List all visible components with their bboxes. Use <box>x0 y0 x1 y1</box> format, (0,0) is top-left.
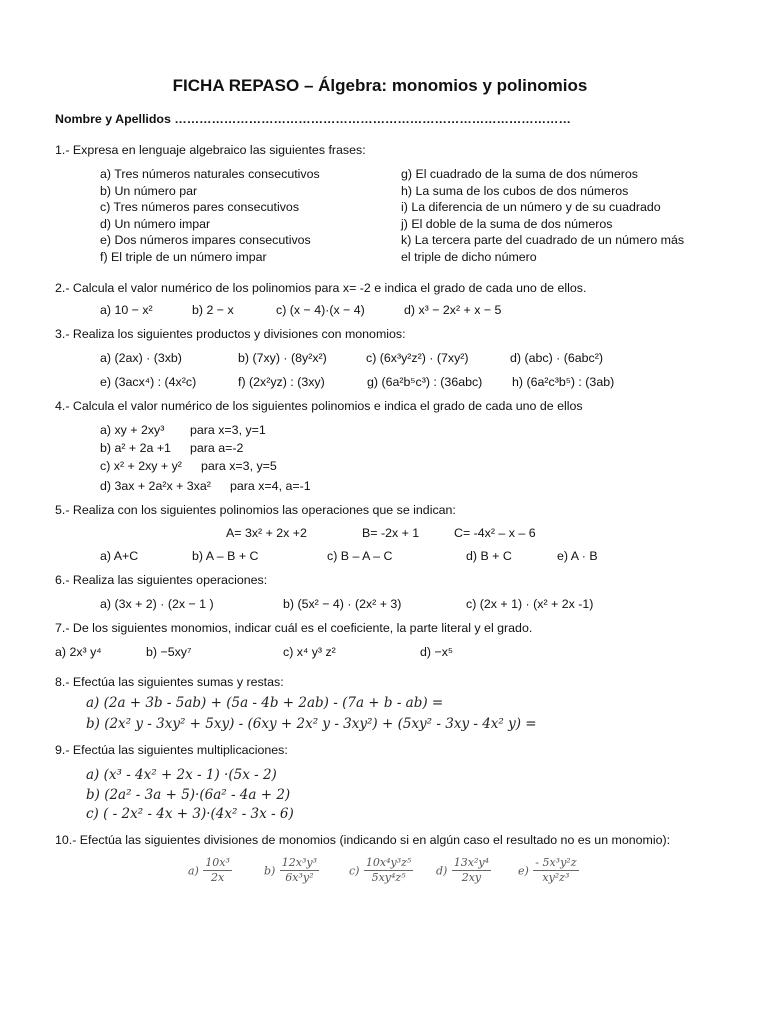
q1-item: b) Un número par <box>100 183 198 198</box>
q10-heading: 10.- Efectúa las siguientes divisiones de monomios (indicando si en algún caso el resultado no es un monomio): <box>55 833 671 847</box>
q10-fraction-c <box>349 857 413 884</box>
q9-item: b) (2a² - 3a + 5)·(6a² - 4a + 2) <box>86 787 291 803</box>
fraction-label: a) <box>188 864 199 878</box>
q9-item: a) (x³ - 4x² + 2x - 1) ·(5x - 2) <box>86 767 277 783</box>
name-line: Nombre y Apellidos …………………………………………………………………………………… <box>55 112 571 126</box>
q5-op: b) A – B + C <box>192 549 259 563</box>
fraction-numerator: 10x³ <box>205 856 230 869</box>
q10-fraction-e <box>518 857 579 884</box>
q5-op: c) B – A – C <box>327 549 393 563</box>
fraction-numerator: 13x²y⁴ <box>453 856 490 869</box>
q1-item: el triple de dicho número <box>401 249 537 264</box>
q5-op: e) A · B <box>557 549 598 563</box>
q1-item: g) El cuadrado de la suma de dos números <box>401 167 638 181</box>
q1-item: e) Dos números impares consecutivos <box>100 233 311 248</box>
q1-item: k) La tercera parte del cuadrado de un número más <box>401 233 685 248</box>
q4-cond: para x=3, y=5 <box>201 459 277 473</box>
q9-heading: 9.- Efectúa las siguientes multiplicaciones: <box>55 743 288 757</box>
q1-heading: 1.- Expresa en lenguaje algebraico las siguientes frases: <box>55 143 366 157</box>
q4-cond: para x=4, a=-1 <box>230 479 311 493</box>
q1-item: d) Un número impar <box>100 216 211 231</box>
q1-item: i) La diferencia de un número y de su cuadrado <box>401 200 661 215</box>
q5-heading: 5.- Realiza con los siguientes polinomios las operaciones que se indican: <box>55 503 456 517</box>
q7-item: b) −5xy⁷ <box>146 645 192 659</box>
q5-def-c: C= -4x² – x – 6 <box>454 526 536 540</box>
q3-item: f) (2x²yz) : (3xy) <box>238 375 325 389</box>
fraction-numerator: - 5x³y²z <box>535 856 577 869</box>
q5-def-a: A= 3x² + 2x +2 <box>226 526 307 540</box>
q1-item: h) La suma de los cubos de dos números <box>401 183 629 198</box>
q8-heading: 8.- Efectúa las siguientes sumas y restas: <box>55 675 284 689</box>
q6-item: b) (5x² − 4) · (2x² + 3) <box>283 597 402 611</box>
q4-heading: 4.- Calcula el valor numérico de los siguientes polinomios e indica el grado de cada uno de ellos <box>55 399 583 413</box>
q1-item: c) Tres números pares consecutivos <box>100 200 300 215</box>
fraction-label: e) <box>518 864 529 878</box>
q4-expr: a) xy + 2xy³ <box>100 423 165 437</box>
fraction-denominator: 2xy <box>461 871 482 884</box>
q3-item: g) (6a²b⁵c³) : (36abc) <box>367 375 483 389</box>
q7-item: d) −x⁵ <box>420 645 454 659</box>
fraction-denominator: 5xy⁴z⁵ <box>371 871 406 884</box>
q2-heading: 2.- Calcula el valor numérico de los polinomios para x= -2 e indica el grado de cada uno de ellos. <box>55 281 587 295</box>
fraction-denominator: 2x <box>211 871 225 884</box>
q1-right-list <box>401 167 684 267</box>
q10-fraction-d <box>436 857 491 884</box>
q7-item: a) 2x³ y⁴ <box>55 645 102 659</box>
page-title: FICHA REPASO – Álgebra: monomios y polinomios <box>172 76 588 95</box>
q7-heading: 7.- De los siguientes monomios, indicar cuál es el coeficiente, la parte literal y el grado. <box>55 621 533 635</box>
q2-item: d) x³ − 2x² + x − 5 <box>404 303 502 317</box>
q3-item: a) (2ax) · (3xb) <box>100 351 182 365</box>
q4-expr: d) 3ax + 2a²x + 3xa² <box>100 479 211 493</box>
q3-item: b) (7xy) · (8y²x²) <box>238 351 327 365</box>
q6-item: a) (3x + 2) · (2x − 1 ) <box>100 597 214 611</box>
q5-op: d) B + C <box>466 549 512 563</box>
q6-item: c) (2x + 1) · (x² + 2x -1) <box>466 597 594 611</box>
q8-item: a) (2a + 3b - 5ab) + (5a - 4b + 2ab) - (7a + b - ab) = <box>86 695 444 711</box>
q4-expr: b) a² + 2a +1 <box>100 441 171 455</box>
q1-left-list <box>100 167 320 267</box>
q3-item: d) (abc) · (6abc²) <box>510 351 603 365</box>
q2-item: c) (x − 4)·(x − 4) <box>276 303 365 317</box>
q3-item: c) (6x³y²z²) · (7xy²) <box>366 351 469 365</box>
q2-item: a) 10 − x² <box>100 303 153 317</box>
q3-item: h) (6a²c³b⁵) : (3ab) <box>512 375 615 389</box>
q1-item: a) Tres números naturales consecutivos <box>100 167 320 181</box>
q3-item: e) (3acx⁴) : (4x²c) <box>100 375 197 389</box>
q3-heading: 3.- Realiza los siguientes productos y divisiones con monomios: <box>55 327 406 341</box>
q8-item: b) (2x² y - 3xy² + 5xy) - (6xy + 2x² y - 3xy²) + (5xy² - 3xy - 4x² y) = <box>86 716 537 732</box>
q6-heading: 6.- Realiza las siguientes operaciones: <box>55 573 268 587</box>
fraction-label: d) <box>436 864 448 878</box>
q9-item: c) ( - 2x² - 4x + 3)·(4x² - 3x - 6) <box>86 806 294 822</box>
q4-expr: c) x² + 2xy + y² <box>100 459 182 473</box>
q4-cond: para a=-2 <box>190 441 244 455</box>
q5-def-b: B= -2x + 1 <box>362 526 420 540</box>
q2-item: b) 2 − x <box>192 303 234 317</box>
fraction-label: c) <box>349 864 360 878</box>
fraction-denominator: xy²z³ <box>542 871 570 884</box>
q4-cond: para x=3, y=1 <box>190 423 266 437</box>
q1-item: j) El doble de la suma de dos números <box>401 216 613 231</box>
fraction-numerator: 12x³y³ <box>281 856 318 869</box>
fraction-numerator: 10x⁴y³z⁵ <box>365 856 412 869</box>
q1-item: f) El triple de un número impar <box>100 249 267 264</box>
q10-fraction-a <box>188 857 232 884</box>
fraction-denominator: 6x³y² <box>285 871 314 884</box>
fraction-label: b) <box>264 864 276 878</box>
q5-op: a) A+C <box>100 549 139 563</box>
q10-fraction-b <box>264 857 319 884</box>
q7-item: c) x⁴ y³ z² <box>283 645 336 659</box>
